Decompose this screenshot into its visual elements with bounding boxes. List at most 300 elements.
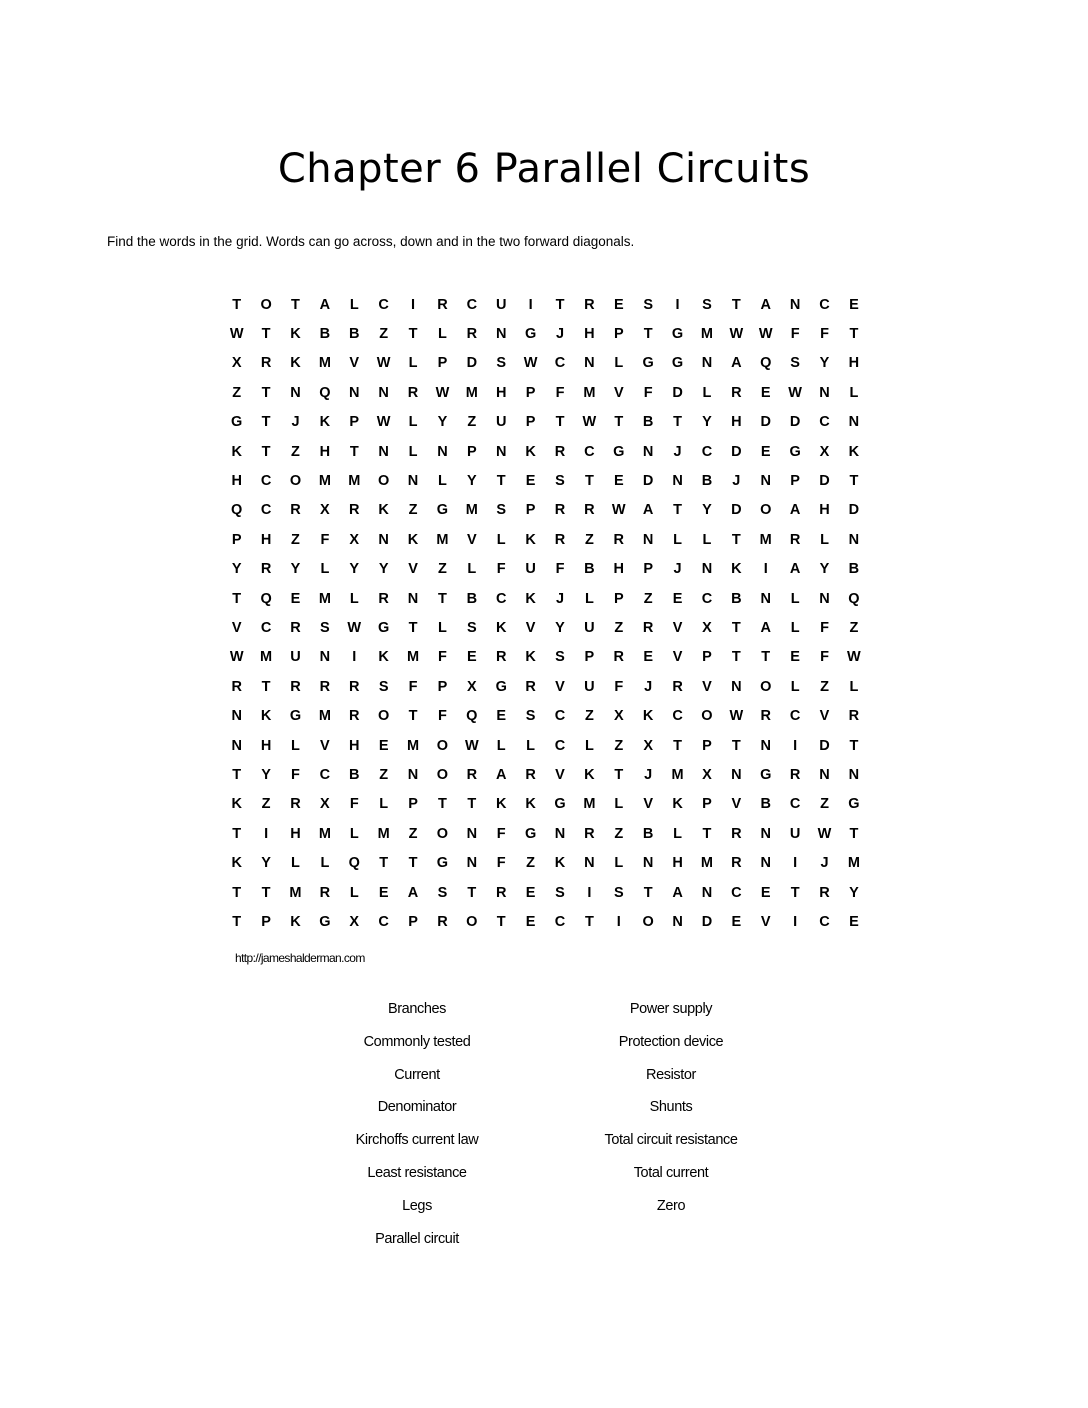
grid-letter[interactable]: T	[673, 737, 682, 754]
grid-letter[interactable]: M	[289, 884, 302, 901]
grid-letter[interactable]: L	[702, 531, 712, 548]
grid-letter[interactable]: T	[349, 443, 359, 460]
grid-letter[interactable]: T	[261, 678, 271, 695]
grid-letter[interactable]: C	[319, 766, 331, 783]
grid-letter[interactable]: R	[642, 619, 654, 636]
grid-letter[interactable]: C	[466, 296, 478, 313]
grid-letter[interactable]: G	[671, 355, 684, 372]
grid-letter[interactable]: S	[378, 678, 389, 695]
grid-letter[interactable]: R	[260, 355, 272, 372]
grid-letter[interactable]: V	[408, 561, 418, 578]
grid-letter[interactable]: D	[701, 913, 713, 930]
grid-letter[interactable]: A	[789, 561, 801, 578]
grid-letter[interactable]: T	[261, 384, 271, 401]
grid-letter[interactable]: Y	[231, 561, 242, 578]
grid-letter[interactable]: E	[849, 296, 859, 313]
grid-letter[interactable]: K	[290, 326, 301, 343]
grid-letter[interactable]: C	[378, 296, 389, 313]
grid-letter[interactable]: W	[847, 649, 861, 666]
grid-letter[interactable]: R	[584, 825, 595, 842]
grid-letter[interactable]: L	[614, 855, 624, 872]
grid-letter[interactable]: T	[731, 531, 741, 548]
grid-letter[interactable]: X	[231, 355, 242, 372]
grid-letter[interactable]: L	[673, 825, 682, 842]
grid-letter[interactable]: S	[555, 473, 565, 490]
grid-letter[interactable]: O	[436, 766, 449, 783]
grid-letter[interactable]: N	[701, 884, 713, 901]
grid-letter[interactable]: R	[525, 678, 536, 695]
grid-letter[interactable]: G	[378, 619, 390, 636]
grid-letter[interactable]: V	[525, 619, 536, 636]
grid-letter[interactable]: V	[613, 384, 624, 401]
grid-letter[interactable]: B	[584, 561, 595, 578]
grid-letter[interactable]: Z	[526, 855, 536, 872]
grid-letter[interactable]: M	[318, 473, 331, 490]
grid-letter[interactable]: W	[788, 384, 802, 401]
grid-letter[interactable]: D	[760, 414, 771, 431]
grid-letter[interactable]: J	[644, 678, 653, 695]
grid-letter[interactable]: L	[291, 737, 300, 754]
grid-letter[interactable]: O	[642, 913, 654, 930]
grid-letter[interactable]: C	[701, 590, 713, 607]
grid-letter[interactable]: R	[407, 384, 419, 401]
grid-letter[interactable]: O	[760, 678, 772, 695]
grid-letter[interactable]: F	[643, 384, 653, 401]
grid-letter[interactable]: H	[495, 384, 507, 401]
grid-letter[interactable]: J	[673, 561, 682, 578]
grid-letter[interactable]: R	[584, 502, 595, 519]
grid-letter[interactable]: O	[378, 473, 390, 490]
grid-letter[interactable]: V	[672, 649, 683, 666]
grid-letter[interactable]: N	[642, 855, 654, 872]
grid-letter[interactable]: L	[467, 561, 477, 578]
grid-letter[interactable]: F	[291, 766, 300, 783]
grid-letter[interactable]: M	[318, 355, 331, 372]
grid-letter[interactable]: F	[820, 649, 829, 666]
grid-letter[interactable]: G	[495, 678, 507, 695]
grid-letter[interactable]: V	[702, 678, 712, 695]
grid-letter[interactable]: R	[290, 796, 301, 813]
grid-letter[interactable]: E	[760, 384, 771, 401]
grid-letter[interactable]: D	[731, 502, 742, 519]
grid-letter[interactable]: M	[348, 473, 361, 490]
grid-letter[interactable]: S	[320, 619, 330, 636]
grid-letter[interactable]: K	[378, 649, 389, 666]
grid-letter[interactable]: H	[260, 531, 272, 548]
grid-letter[interactable]: N	[760, 825, 771, 842]
grid-letter[interactable]: T	[555, 296, 565, 313]
grid-letter[interactable]: N	[495, 326, 507, 343]
grid-letter[interactable]: P	[525, 414, 536, 431]
grid-letter[interactable]: S	[643, 296, 653, 313]
grid-letter[interactable]: E	[760, 443, 771, 460]
grid-letter[interactable]: D	[642, 473, 654, 490]
grid-letter[interactable]: N	[819, 384, 830, 401]
grid-letter[interactable]: R	[789, 531, 801, 548]
grid-letter[interactable]: R	[613, 531, 625, 548]
grid-letter[interactable]: N	[349, 384, 360, 401]
grid-letter[interactable]: T	[291, 296, 300, 313]
grid-letter[interactable]: A	[495, 766, 507, 783]
grid-letter[interactable]: T	[261, 884, 271, 901]
grid-letter[interactable]: H	[672, 855, 683, 872]
grid-letter[interactable]: R	[437, 913, 448, 930]
grid-letter[interactable]: G	[436, 855, 449, 872]
grid-letter[interactable]: R	[378, 590, 389, 607]
grid-letter[interactable]: R	[731, 855, 742, 872]
grid-letter[interactable]: M	[759, 531, 772, 548]
grid-letter[interactable]: G	[642, 355, 654, 372]
grid-letter[interactable]: N	[701, 355, 713, 372]
grid-letter[interactable]: J	[820, 855, 829, 872]
grid-letter[interactable]: N	[731, 766, 742, 783]
grid-letter[interactable]: B	[642, 825, 654, 842]
grid-letter[interactable]: W	[435, 384, 450, 401]
grid-letter[interactable]: D	[819, 473, 830, 490]
grid-letter[interactable]: R	[349, 678, 360, 695]
grid-letter[interactable]: T	[731, 737, 741, 754]
grid-letter[interactable]: R	[495, 649, 507, 666]
grid-letter[interactable]: R	[290, 619, 301, 636]
grid-letter[interactable]: Z	[408, 502, 418, 519]
grid-letter[interactable]: N	[760, 473, 771, 490]
grid-letter[interactable]: L	[849, 678, 859, 695]
grid-letter[interactable]: T	[849, 825, 859, 842]
grid-letter[interactable]: M	[700, 326, 713, 343]
grid-letter[interactable]: T	[702, 825, 712, 842]
grid-letter[interactable]: W	[464, 737, 479, 754]
grid-letter[interactable]: C	[554, 708, 566, 725]
grid-letter[interactable]: E	[378, 737, 389, 754]
grid-letter[interactable]: G	[319, 913, 331, 930]
grid-letter[interactable]: K	[525, 590, 536, 607]
grid-letter[interactable]: X	[466, 678, 477, 695]
grid-letter[interactable]: C	[260, 502, 272, 519]
grid-letter[interactable]: K	[290, 913, 301, 930]
grid-letter[interactable]: P	[643, 561, 653, 578]
grid-letter[interactable]: Z	[467, 414, 477, 431]
grid-letter[interactable]: O	[378, 708, 390, 725]
grid-letter[interactable]: Z	[261, 796, 271, 813]
grid-letter[interactable]: G	[789, 443, 801, 460]
grid-letter[interactable]: T	[614, 766, 624, 783]
grid-letter[interactable]: T	[849, 326, 859, 343]
grid-letter[interactable]: Y	[555, 619, 565, 636]
grid-letter[interactable]: S	[613, 884, 624, 901]
grid-letter[interactable]: S	[496, 502, 507, 519]
grid-letter[interactable]: I	[264, 825, 269, 842]
grid-letter[interactable]: F	[496, 561, 506, 578]
grid-letter[interactable]: V	[819, 708, 830, 725]
grid-letter[interactable]: D	[466, 355, 478, 372]
grid-letter[interactable]: X	[349, 913, 360, 930]
grid-letter[interactable]: P	[613, 326, 624, 343]
grid-letter[interactable]: W	[523, 355, 538, 372]
grid-letter[interactable]: R	[554, 443, 566, 460]
grid-letter[interactable]: X	[819, 443, 830, 460]
grid-letter[interactable]: N	[584, 355, 595, 372]
grid-letter[interactable]: A	[642, 502, 654, 519]
grid-letter[interactable]: Y	[819, 561, 830, 578]
grid-letter[interactable]: K	[672, 796, 683, 813]
grid-letter[interactable]: W	[229, 649, 244, 666]
grid-letter[interactable]: G	[524, 326, 537, 343]
grid-letter[interactable]: N	[466, 855, 478, 872]
grid-letter[interactable]: Z	[379, 766, 389, 783]
grid-letter[interactable]: B	[731, 590, 742, 607]
grid-letter[interactable]: G	[613, 443, 625, 460]
grid-letter[interactable]: O	[760, 502, 772, 519]
grid-letter[interactable]: L	[349, 590, 359, 607]
grid-letter[interactable]: M	[406, 737, 420, 754]
grid-letter[interactable]: O	[436, 737, 449, 754]
grid-letter[interactable]: T	[555, 414, 565, 431]
grid-letter[interactable]: V	[760, 913, 771, 930]
grid-letter[interactable]: C	[789, 796, 801, 813]
grid-letter[interactable]: P	[231, 531, 242, 548]
grid-letter[interactable]: T	[408, 708, 418, 725]
grid-letter[interactable]: T	[731, 296, 741, 313]
grid-letter[interactable]: Q	[319, 384, 331, 401]
grid-letter[interactable]: U	[525, 561, 536, 578]
grid-letter[interactable]: K	[319, 414, 331, 431]
grid-letter[interactable]: T	[849, 737, 859, 754]
grid-letter[interactable]: U	[495, 414, 507, 431]
grid-letter[interactable]: L	[820, 531, 829, 548]
grid-letter[interactable]: S	[555, 649, 565, 666]
grid-letter[interactable]: Y	[849, 884, 859, 901]
grid-letter[interactable]: N	[495, 443, 507, 460]
grid-letter[interactable]: C	[260, 619, 272, 636]
grid-letter[interactable]: T	[673, 502, 682, 519]
grid-letter[interactable]: L	[438, 619, 447, 636]
grid-letter[interactable]: R	[349, 708, 360, 725]
grid-letter[interactable]: W	[376, 414, 391, 431]
grid-letter[interactable]: B	[701, 473, 713, 490]
grid-letter[interactable]: I	[411, 296, 416, 313]
grid-letter[interactable]: T	[849, 473, 859, 490]
grid-letter[interactable]: T	[261, 414, 271, 431]
grid-letter[interactable]: N	[584, 855, 595, 872]
grid-letter[interactable]: T	[584, 473, 594, 490]
grid-letter[interactable]: Z	[849, 619, 859, 636]
grid-letter[interactable]: L	[408, 414, 418, 431]
grid-letter[interactable]: V	[231, 619, 242, 636]
grid-letter[interactable]: A	[319, 296, 331, 313]
grid-letter[interactable]: R	[319, 884, 331, 901]
grid-letter[interactable]: D	[672, 384, 683, 401]
grid-letter[interactable]: F	[790, 326, 800, 343]
grid-letter[interactable]: M	[465, 384, 478, 401]
grid-letter[interactable]: W	[758, 326, 773, 343]
grid-letter[interactable]: G	[524, 825, 537, 842]
grid-letter[interactable]: C	[584, 443, 595, 460]
grid-letter[interactable]: Z	[408, 825, 418, 842]
grid-letter[interactable]: O	[701, 708, 713, 725]
grid-letter[interactable]: T	[584, 913, 594, 930]
grid-letter[interactable]: Q	[231, 502, 243, 519]
grid-letter[interactable]: C	[554, 737, 566, 754]
grid-letter[interactable]: Z	[232, 384, 242, 401]
grid-letter[interactable]: E	[672, 590, 683, 607]
grid-letter[interactable]: K	[260, 708, 272, 725]
grid-letter[interactable]: N	[231, 737, 242, 754]
grid-letter[interactable]: T	[232, 590, 242, 607]
grid-letter[interactable]: K	[231, 796, 242, 813]
grid-letter[interactable]: L	[408, 443, 418, 460]
grid-letter[interactable]: L	[526, 737, 536, 754]
grid-letter[interactable]: L	[379, 796, 389, 813]
grid-letter[interactable]: T	[731, 619, 741, 636]
grid-letter[interactable]: T	[379, 855, 389, 872]
grid-letter[interactable]: X	[613, 708, 624, 725]
grid-letter[interactable]: Y	[702, 502, 712, 519]
grid-letter[interactable]: M	[406, 649, 420, 666]
grid-letter[interactable]: I	[528, 296, 533, 313]
grid-letter[interactable]: N	[554, 825, 566, 842]
grid-letter[interactable]: I	[793, 855, 798, 872]
grid-letter[interactable]: R	[319, 678, 331, 695]
grid-letter[interactable]: K	[495, 796, 507, 813]
grid-letter[interactable]: P	[790, 473, 800, 490]
grid-letter[interactable]: H	[319, 443, 331, 460]
grid-letter[interactable]: R	[613, 649, 625, 666]
grid-letter[interactable]: T	[761, 649, 771, 666]
grid-letter[interactable]: M	[436, 531, 449, 548]
grid-letter[interactable]: F	[555, 384, 565, 401]
grid-letter[interactable]: E	[525, 473, 536, 490]
grid-letter[interactable]: W	[582, 414, 597, 431]
grid-letter[interactable]: N	[437, 443, 448, 460]
grid-letter[interactable]: G	[760, 766, 772, 783]
grid-letter[interactable]: C	[819, 913, 830, 930]
grid-letter[interactable]: H	[731, 414, 742, 431]
grid-letter[interactable]: Z	[584, 531, 594, 548]
grid-letter[interactable]: C	[554, 913, 566, 930]
grid-letter[interactable]: A	[407, 884, 419, 901]
grid-letter[interactable]: N	[290, 384, 301, 401]
grid-letter[interactable]: D	[819, 737, 830, 754]
grid-letter[interactable]: Q	[848, 590, 860, 607]
grid-letter[interactable]: X	[349, 531, 360, 548]
grid-letter[interactable]: T	[496, 913, 506, 930]
grid-letter[interactable]: S	[790, 355, 800, 372]
grid-letter[interactable]: T	[232, 825, 242, 842]
grid-letter[interactable]: F	[438, 649, 447, 666]
grid-letter[interactable]: P	[702, 737, 712, 754]
grid-letter[interactable]: R	[231, 678, 242, 695]
grid-letter[interactable]: L	[849, 384, 859, 401]
grid-letter[interactable]: N	[848, 531, 860, 548]
grid-letter[interactable]: T	[232, 766, 242, 783]
grid-letter[interactable]: B	[642, 414, 654, 431]
grid-letter[interactable]: V	[349, 355, 360, 372]
grid-letter[interactable]: E	[613, 296, 624, 313]
grid-letter[interactable]: Y	[261, 855, 271, 872]
grid-letter[interactable]: N	[848, 766, 860, 783]
grid-letter[interactable]: N	[407, 590, 419, 607]
grid-letter[interactable]: N	[760, 855, 771, 872]
grid-letter[interactable]: N	[760, 737, 771, 754]
grid-letter[interactable]: K	[231, 855, 242, 872]
grid-letter[interactable]: H	[260, 737, 272, 754]
grid-letter[interactable]: N	[642, 531, 654, 548]
grid-letter[interactable]: P	[525, 384, 536, 401]
grid-letter[interactable]: X	[320, 502, 330, 519]
grid-letter[interactable]: R	[290, 678, 301, 695]
grid-letter[interactable]: V	[555, 766, 565, 783]
grid-letter[interactable]: L	[702, 384, 712, 401]
grid-letter[interactable]: P	[437, 355, 448, 372]
grid-letter[interactable]: F	[555, 561, 565, 578]
grid-letter[interactable]: L	[584, 737, 594, 754]
grid-letter[interactable]: I	[616, 913, 621, 930]
grid-letter[interactable]: C	[789, 708, 801, 725]
grid-letter[interactable]: X	[702, 619, 712, 636]
grid-letter[interactable]: L	[790, 619, 800, 636]
grid-letter[interactable]: M	[377, 825, 390, 842]
grid-letter[interactable]: A	[760, 296, 771, 313]
grid-letter[interactable]: E	[525, 913, 536, 930]
grid-letter[interactable]: Q	[260, 590, 272, 607]
grid-letter[interactable]: N	[378, 531, 389, 548]
grid-letter[interactable]: C	[554, 355, 566, 372]
grid-letter[interactable]: N	[672, 473, 683, 490]
grid-letter[interactable]: Y	[349, 561, 360, 578]
grid-letter[interactable]: R	[554, 531, 566, 548]
grid-letter[interactable]: K	[642, 708, 654, 725]
grid-letter[interactable]: U	[495, 296, 507, 313]
grid-letter[interactable]: W	[611, 502, 626, 519]
grid-letter[interactable]: T	[643, 326, 653, 343]
grid-letter[interactable]: E	[378, 884, 389, 901]
grid-letter[interactable]: G	[554, 796, 566, 813]
grid-letter[interactable]: V	[466, 531, 477, 548]
grid-letter[interactable]: I	[793, 913, 798, 930]
grid-letter[interactable]: M	[318, 708, 331, 725]
grid-letter[interactable]: T	[643, 884, 653, 901]
grid-letter[interactable]: F	[408, 678, 418, 695]
grid-letter[interactable]: P	[702, 796, 712, 813]
grid-letter[interactable]: C	[819, 296, 830, 313]
grid-letter[interactable]: N	[319, 649, 331, 666]
grid-letter[interactable]: J	[673, 443, 682, 460]
grid-letter[interactable]: P	[437, 678, 448, 695]
grid-letter[interactable]: F	[614, 678, 624, 695]
grid-letter[interactable]: H	[290, 825, 301, 842]
grid-letter[interactable]: S	[525, 708, 536, 725]
grid-letter[interactable]: L	[673, 531, 682, 548]
grid-letter[interactable]: S	[496, 355, 507, 372]
grid-letter[interactable]: J	[555, 590, 565, 607]
grid-letter[interactable]: T	[438, 590, 447, 607]
grid-letter[interactable]: F	[496, 855, 506, 872]
grid-letter[interactable]: G	[231, 414, 243, 431]
grid-letter[interactable]: W	[729, 326, 744, 343]
grid-letter[interactable]: M	[583, 796, 596, 813]
grid-letter[interactable]: K	[731, 561, 742, 578]
grid-letter[interactable]: L	[438, 326, 447, 343]
grid-letter[interactable]: E	[790, 649, 800, 666]
grid-letter[interactable]: I	[763, 561, 768, 578]
grid-letter[interactable]: H	[819, 502, 830, 519]
grid-letter[interactable]: L	[320, 561, 330, 578]
grid-letter[interactable]: V	[320, 737, 330, 754]
grid-letter[interactable]: T	[408, 326, 418, 343]
grid-letter[interactable]: Y	[819, 355, 830, 372]
grid-letter[interactable]: T	[673, 414, 682, 431]
grid-letter[interactable]: K	[554, 855, 566, 872]
